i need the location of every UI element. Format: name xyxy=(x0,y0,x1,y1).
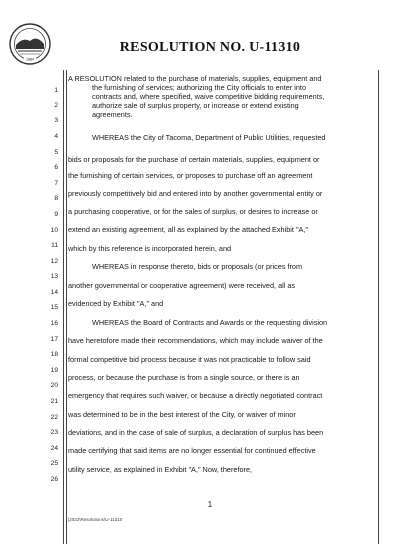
intro-line: contracts and, where specified, waive competitive bidding requirements, xyxy=(92,92,325,101)
body-line: WHEREAS the City of Tacoma, Department of Public Utilities, requested xyxy=(92,133,326,142)
line-number: 7 xyxy=(54,180,58,187)
line-number: 3 xyxy=(54,117,58,124)
line-number: 12 xyxy=(50,258,58,265)
body-line: utility service, as explained in Exhibit "A," Now, therefore, xyxy=(68,465,253,474)
line-number: 25 xyxy=(50,460,58,467)
line-number: 11 xyxy=(51,242,58,249)
footer-path: [2022\Resolutions\U-11310 xyxy=(68,517,123,522)
page-number: 1 xyxy=(207,500,213,509)
body-line: formal competitive bid process because it was not practicable to follow said xyxy=(68,355,311,364)
line-number: 26 xyxy=(50,476,58,483)
body-line: evidenced by Exhibit "A," and xyxy=(68,299,164,308)
line-number: 2 xyxy=(54,102,58,109)
resolution-title: RESOLUTION NO. U-11310 xyxy=(119,40,301,55)
body-line: process, or because the purchase is from a single source, or there is an xyxy=(68,373,300,382)
line-number: 14 xyxy=(50,289,58,296)
body-line: was determined to be in the best interest of the City, or waiver of minor xyxy=(68,410,296,419)
svg-text:1884: 1884 xyxy=(26,57,34,62)
intro-line: agreements. xyxy=(92,110,133,119)
body-line: emergency that requires such waiver, or because a directly negotiated contract xyxy=(68,391,323,400)
intro-line: A RESOLUTION related to the purchase of materials, supplies, equipment and xyxy=(68,74,322,83)
line-number: 4 xyxy=(54,133,58,140)
line-number: 22 xyxy=(50,414,58,421)
line-number: 5 xyxy=(54,149,58,156)
body-line: made certifying that said items are no longer essential for continued effective xyxy=(68,446,316,455)
body-line: WHEREAS the Board of Contracts and Awards or the requesting division xyxy=(92,318,328,327)
intro-line: the furnishing of services; authorizing the City officials to enter into xyxy=(92,83,307,92)
left-margin-rule xyxy=(63,70,64,544)
body-line: the furnishing of certain services, or proposes to purchase off an agreement xyxy=(68,171,313,180)
body-line: a purchasing cooperative, or for the sales of surplus, or desires to increase or xyxy=(68,207,318,216)
right-margin-rule xyxy=(378,70,379,544)
line-number: 8 xyxy=(54,195,58,202)
left-margin-rule-inner xyxy=(66,70,67,544)
intro-line: authorize sale of surplus property, or increase or extend existing xyxy=(92,101,299,110)
line-number: 9 xyxy=(54,211,58,218)
body-line: WHEREAS in response thereto, bids or proposals (or prices from xyxy=(92,262,303,271)
body-line: which by this reference is incorporated herein, and xyxy=(68,244,232,253)
line-number: 23 xyxy=(50,429,58,436)
line-number: 20 xyxy=(50,382,58,389)
line-number: 24 xyxy=(50,445,58,452)
line-number: 21 xyxy=(50,398,58,405)
line-number: 17 xyxy=(50,336,58,343)
body-line: previously competitively bid and entered into by another governmental entity or xyxy=(68,189,323,198)
line-number: 15 xyxy=(50,304,58,311)
line-number: 18 xyxy=(50,351,58,358)
line-number: 16 xyxy=(50,320,58,327)
line-number: 19 xyxy=(50,367,58,374)
body-line: another governmental or cooperative agreement) were received, all as xyxy=(68,281,296,290)
body-line: extend an existing agreement, all as explained by the attached Exhibit "A," xyxy=(68,225,309,234)
body-line: deviations, and in the case of sale of surplus, a declaration of surplus has been xyxy=(68,428,324,437)
line-number: 10 xyxy=(50,227,58,234)
body-line: bids or proposals for the purchase of certain materials, supplies, equipment or xyxy=(68,155,320,164)
line-number: 1 xyxy=(54,87,58,94)
body-line: have heretofore made their recommendations, which may include waiver of the xyxy=(68,336,323,345)
line-number: 6 xyxy=(54,164,58,171)
line-number: 13 xyxy=(50,273,58,280)
